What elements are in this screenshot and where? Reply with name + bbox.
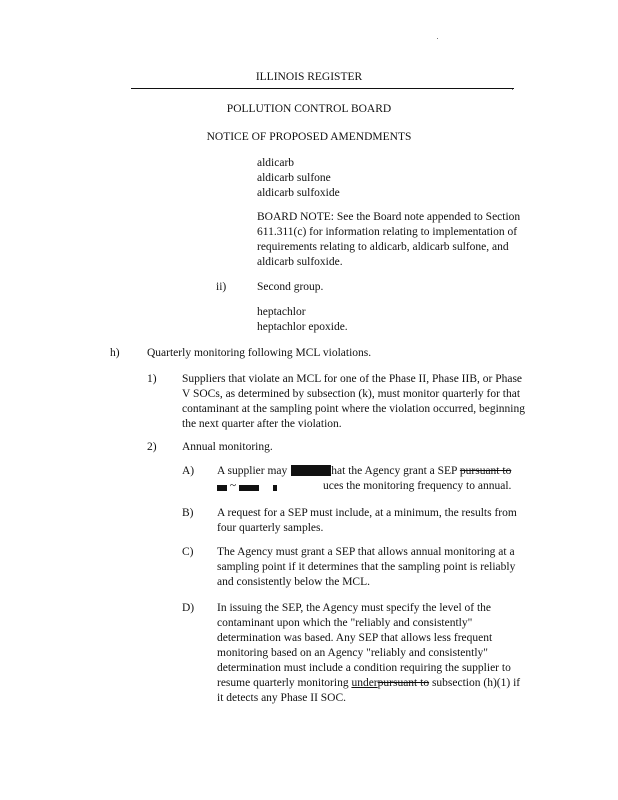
item-D-line	[217, 676, 520, 691]
board-note-line: requirements relating to aldicarb, aldicarb sulfone, and	[257, 241, 509, 253]
item-C-line: The Agency must grant a SEP that allows annual monitoring at a	[217, 546, 515, 558]
agency-title: POLLUTION CONTROL BOARD	[226, 103, 392, 115]
scan-speck	[437, 38, 438, 39]
board-note-line: 611.311(c) for information relating to implementation of	[257, 226, 518, 238]
redaction-block	[217, 485, 227, 491]
list-item: aldicarb	[257, 157, 295, 169]
item-A-fragment: ~	[229, 480, 237, 492]
item-A-label: A)	[182, 465, 195, 477]
item-1-line: V SOCs, as determined by subsection (k), must monitor quarterly for that	[182, 388, 521, 400]
item-D-line: determination must include a condition requiring the supplier to	[217, 662, 511, 674]
item-1-line: contaminant at the sampling point where the violation occurred, beginning	[182, 403, 525, 415]
item-D-text-a: resume quarterly monitoring	[217, 677, 349, 689]
redaction-block	[273, 485, 277, 491]
item-2-text: Annual monitoring.	[182, 441, 273, 453]
item-2-label: 2)	[147, 441, 157, 453]
item-A-text-a: A supplier may	[217, 465, 288, 477]
item-1-line: the next quarter after the violation.	[182, 418, 342, 430]
item-D-label: D)	[182, 602, 195, 614]
item-D-deleted: pursuant to	[377, 677, 430, 689]
redaction-block	[291, 465, 331, 476]
list-item: aldicarb sulfone	[257, 172, 331, 184]
board-note-line: aldicarb sulfoxide.	[257, 256, 343, 268]
header-rule	[131, 88, 514, 89]
section-h-label: h)	[110, 347, 120, 359]
item-A-strike: pursuant to	[459, 465, 512, 477]
item-A-text-c: uces the monitoring frequency to annual.	[322, 480, 512, 492]
notice-title: NOTICE OF PROPOSED AMENDMENTS	[206, 131, 412, 143]
item-A-text-b: hat the Agency grant a SEP	[331, 465, 458, 477]
item-C-line: sampling point if it determines that the sampling point is reliably	[217, 561, 516, 573]
item-D-line: determination was based. Any SEP that allows less frequent	[217, 632, 493, 644]
item-C-line: and consistently below the MCL.	[217, 576, 370, 588]
item-D-line: contaminant upon which the "reliably and consistently"	[217, 617, 473, 629]
item-B-line: four quarterly samples.	[217, 522, 324, 534]
item-A-line-1	[217, 464, 511, 479]
item-B-label: B)	[182, 507, 194, 519]
board-note-line: BOARD NOTE: See the Board note appended to Section	[257, 211, 521, 223]
item-A-line-2	[217, 479, 511, 494]
list-item: aldicarb sulfoxide	[257, 187, 340, 199]
section-h-text: Quarterly monitoring following MCL violations.	[147, 347, 372, 359]
item-D-text-b: subsection (h)(1) if	[431, 677, 521, 689]
item-B-line: A request for a SEP must include, at a minimum, the results from	[217, 507, 517, 519]
item-D-inserted: under	[351, 677, 378, 689]
scan-speck	[512, 89, 513, 90]
item-D-line: In issuing the SEP, the Agency must specify the level of the	[217, 602, 492, 614]
item-1-line: Suppliers that violate an MCL for one of the Phase II, Phase IIB, or Phase	[182, 373, 523, 385]
item-ii-label: ii)	[216, 281, 227, 293]
item-C-label: C)	[182, 546, 194, 558]
item-D-line: monitoring based on an Agency "reliably and consistently"	[217, 647, 488, 659]
item-D-line: it detects any Phase II SOC.	[217, 692, 347, 704]
redaction-block	[239, 485, 259, 491]
list-item: heptachlor	[257, 306, 306, 318]
item-ii-text: Second group.	[257, 281, 324, 293]
register-title: ILLINOIS REGISTER	[255, 71, 363, 83]
list-item: heptachlor epoxide.	[257, 321, 348, 333]
item-1-label: 1)	[147, 373, 157, 385]
